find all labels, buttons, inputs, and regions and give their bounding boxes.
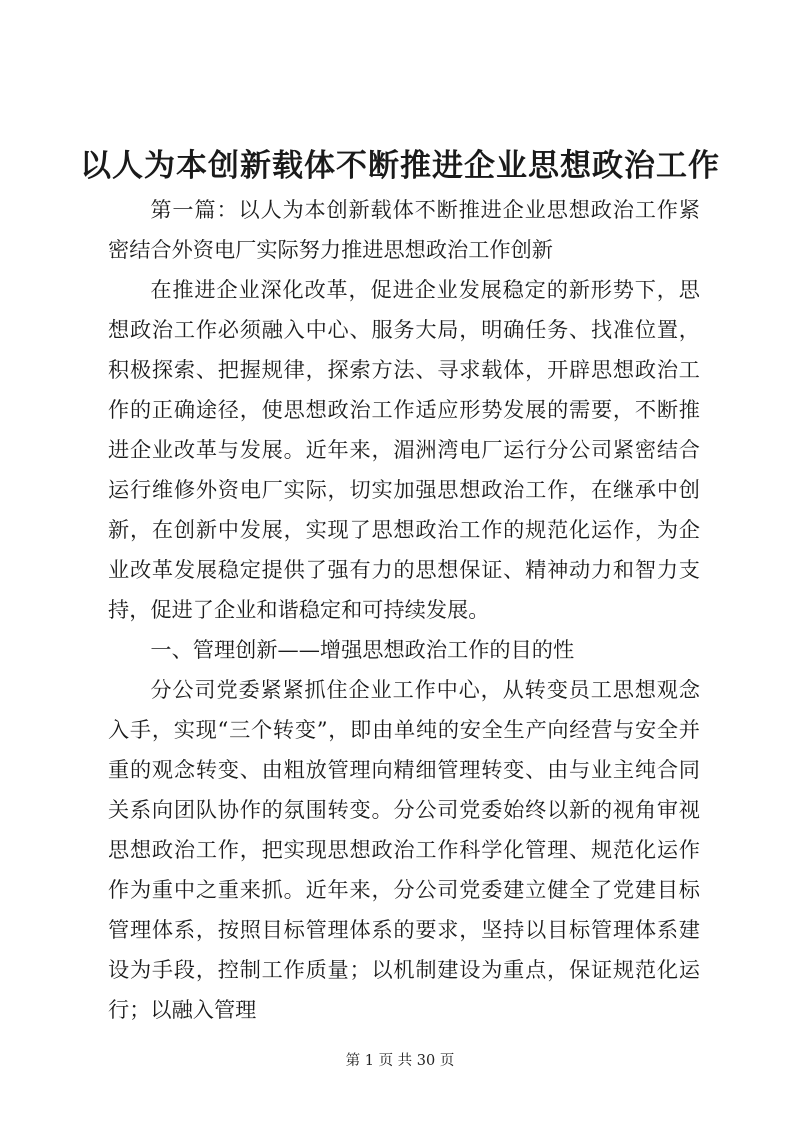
page-footer: 第 1 页 共 30 页: [345, 1053, 455, 1069]
paragraph-management: 分公司党委紧紧抓住企业工作中心，从转变员工思想观念入手，实现“三个转变”，即由单纯的安全生产向经营与安全并重的观念转变、由粗放管理向精细管理转变、由与业主纯合同关系向团队协作的氛围转变。分公司党委始终以新的视角审视思想政治工作，把实现思想政治工作科学化管理、规范化运作作为重中之重来抓。近年来，分公司党委建立健全了党建目标管理体系，按照目标管理体系的要求，坚持以目标管理体系建设为手段，控制工作质量；以机制建设为重点，保证规范化运行；以融入管理: [108, 677, 700, 1022]
section-heading: 一、管理创新——增强思想政治工作的目的性: [150, 637, 575, 662]
paragraph-subtitle: 第一篇：以人为本创新载体不断推进企业思想政治工作紧密结合外资电厂实际努力推进思想政治工作创新: [108, 197, 700, 262]
paragraph-intro: 在推进企业深化改革，促进企业发展稳定的新形势下，思想政治工作必须融入中心、服务大局，明确任务、找准位置，积极探索、把握规律，探索方法、寻求载体，开辟思想政治工作的正确途径，使思想政治工作适应形势发展的需要，不断推进企业改革与发展。近年来，湄洲湾电厂运行分公司紧密结合运行维修外资电厂实际，切实加强思想政治工作，在继承中创新，在创新中发展，实现了思想政治工作的规范化运作，为企业改革发展稳定提供了强有力的思想保证、精神动力和智力支持，促进了企业和谐稳定和可持续发展。: [108, 277, 700, 622]
document-title: 以人为本创新载体不断推进企业思想政治工作: [80, 148, 720, 184]
document-body: [108, 190, 700, 1030]
